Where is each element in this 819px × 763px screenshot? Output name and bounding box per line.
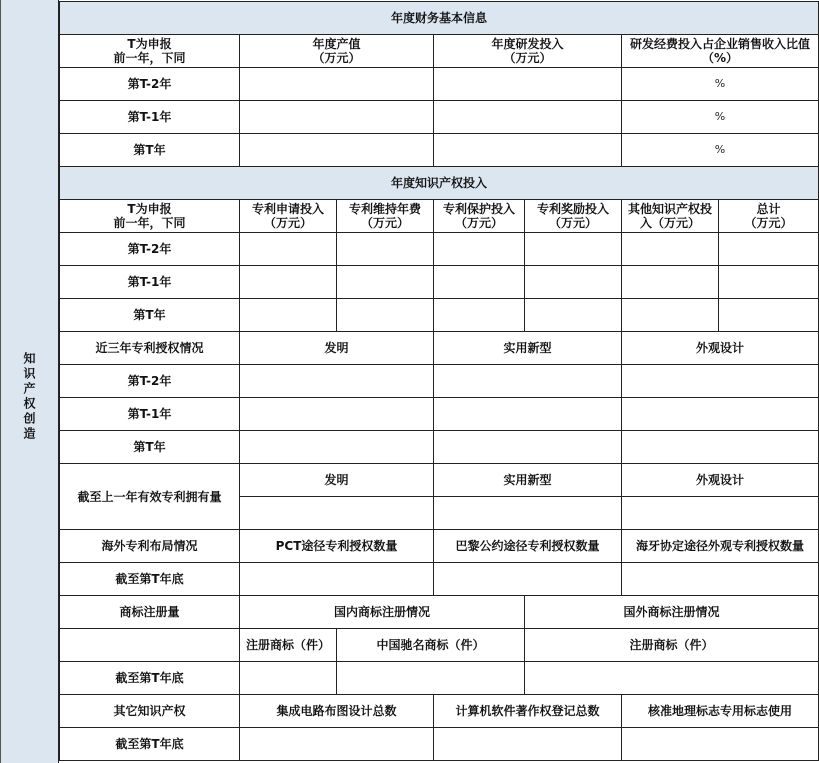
trademark-label: 商标注册量: [60, 596, 240, 629]
valid-patent-cell[interactable]: [622, 497, 819, 530]
finance-rd-cell[interactable]: [434, 134, 622, 167]
other-ip-header-geo: 核准地理标志专用标志使用: [622, 695, 819, 728]
valid-patent-cell[interactable]: [434, 497, 622, 530]
patent-grant-cell[interactable]: [434, 431, 622, 464]
patent-grant-cell[interactable]: [622, 398, 819, 431]
ip-invest-cell[interactable]: [719, 266, 819, 299]
ip-invest-header-period: T为申报 前一年，下同: [113, 202, 186, 230]
patent-grant-row: [60, 365, 819, 398]
finance-header-output: 年度产值 （万元）: [312, 37, 361, 65]
ip-invest-header-maintain: 专利维持年费 （万元）: [348, 202, 421, 230]
patent-grant-header-design: 外观设计: [622, 332, 819, 365]
ip-invest-title: 年度知识产权投入: [60, 167, 819, 200]
trademark-cell[interactable]: [525, 662, 819, 695]
trademark-row: [60, 662, 819, 695]
trademark-cell[interactable]: [240, 662, 337, 695]
valid-patent-header-row: [60, 464, 819, 497]
finance-header-period: T为申报 前一年，下同: [113, 37, 186, 65]
finance-output-cell[interactable]: [240, 134, 434, 167]
trademark-blank-cell: [60, 629, 240, 662]
other-ip-cell[interactable]: [622, 728, 819, 761]
ip-invest-cell[interactable]: [337, 266, 434, 299]
patent-grant-header-row: [60, 332, 819, 365]
side-section-label: [0, 0, 59, 763]
finance-header-row: [60, 35, 819, 68]
other-ip-row: [60, 728, 819, 761]
valid-patent-header-invention: 发明: [240, 464, 434, 497]
finance-header-ratio: 研发经费投入占企业销售收入比值（%）: [630, 37, 811, 65]
ip-invest-cell[interactable]: [622, 266, 719, 299]
finance-rd-cell[interactable]: [434, 101, 622, 134]
other-ip-header-software: 计算机软件著作权登记总数: [434, 695, 622, 728]
other-ip-label: 其它知识产权: [60, 695, 240, 728]
ip-invest-cell[interactable]: [434, 299, 525, 332]
ip-invest-header-other: 其他知识产权投 入（万元）: [627, 202, 712, 230]
ip-invest-header-reward: 专利奖励投入 （万元）: [536, 202, 609, 230]
valid-patent-header-design: 外观设计: [622, 464, 819, 497]
ip-invest-cell[interactable]: [719, 233, 819, 266]
trademark-cell[interactable]: [337, 662, 525, 695]
overseas-cell[interactable]: [434, 563, 622, 596]
ip-invest-row: [60, 299, 819, 332]
trademark-foreign-registered-header: 注册商标（件）: [525, 629, 819, 662]
ip-invest-row-label: 第T-1年: [60, 266, 240, 299]
overseas-row-label: 截至第T年底: [60, 563, 240, 596]
finance-title: 年度财务基本信息: [60, 2, 819, 35]
ip-invest-cell[interactable]: [434, 266, 525, 299]
ip-invest-cell[interactable]: [240, 233, 337, 266]
overseas-header-hague: 海牙协定途径外观专利授权数量: [622, 530, 819, 563]
patent-grant-header-utility: 实用新型: [434, 332, 622, 365]
ip-invest-cell[interactable]: [525, 233, 622, 266]
patent-grant-row-label: 第T年: [60, 431, 240, 464]
ip-form-table: [59, 1, 819, 761]
ip-invest-row: [60, 233, 819, 266]
ip-invest-header-apply: 专利申请投入 （万元）: [251, 202, 324, 230]
patent-grant-label: 近三年专利授权情况: [60, 332, 240, 365]
ip-invest-cell[interactable]: [719, 299, 819, 332]
trademark-header-row: [60, 596, 819, 629]
finance-ratio-cell[interactable]: %: [622, 134, 819, 167]
finance-row-label: 第T年: [60, 134, 240, 167]
valid-patent-label: 截至上一年有效专利拥有量: [60, 464, 240, 530]
finance-output-cell[interactable]: [240, 68, 434, 101]
patent-grant-cell[interactable]: [240, 365, 434, 398]
overseas-header-paris: 巴黎公约途径专利授权数量: [434, 530, 622, 563]
patent-grant-cell[interactable]: [622, 431, 819, 464]
patent-grant-cell[interactable]: [434, 398, 622, 431]
finance-title-row: [60, 2, 819, 35]
ip-invest-header-protect: 专利保护投入 （万元）: [442, 202, 515, 230]
finance-header-rd: 年度研发投入 （万元）: [491, 37, 564, 65]
ip-invest-row: [60, 266, 819, 299]
patent-grant-cell[interactable]: [622, 365, 819, 398]
trademark-row-label: 截至第T年底: [60, 662, 240, 695]
ip-invest-cell[interactable]: [434, 233, 525, 266]
ip-invest-header-total: 总计 （万元）: [744, 202, 793, 230]
trademark-domestic-registered-header: 注册商标（件）: [240, 629, 337, 662]
patent-grant-row: [60, 398, 819, 431]
ip-invest-header-row: [60, 200, 819, 233]
ip-invest-row-label: 第T年: [60, 299, 240, 332]
ip-invest-cell[interactable]: [525, 266, 622, 299]
finance-ratio-cell[interactable]: %: [622, 68, 819, 101]
valid-patent-cell[interactable]: [240, 497, 434, 530]
finance-output-cell[interactable]: [240, 101, 434, 134]
ip-invest-cell[interactable]: [525, 299, 622, 332]
finance-rd-cell[interactable]: [434, 68, 622, 101]
trademark-domestic-wellknown-header: 中国驰名商标（件）: [337, 629, 525, 662]
ip-invest-cell[interactable]: [622, 299, 719, 332]
finance-row-label: 第T-2年: [60, 68, 240, 101]
other-ip-cell[interactable]: [434, 728, 622, 761]
valid-patent-header-utility: 实用新型: [434, 464, 622, 497]
overseas-label: 海外专利布局情况: [60, 530, 240, 563]
patent-grant-cell[interactable]: [240, 398, 434, 431]
overseas-cell[interactable]: [622, 563, 819, 596]
finance-row: [60, 101, 819, 134]
other-ip-header-ic: 集成电路布图设计总数: [240, 695, 434, 728]
other-ip-row-label: 截至第T年底: [60, 728, 240, 761]
ip-invest-cell[interactable]: [240, 299, 337, 332]
patent-grant-cell[interactable]: [240, 431, 434, 464]
side-label-text: 知识产权创造: [22, 352, 36, 442]
patent-grant-row-label: 第T-2年: [60, 365, 240, 398]
patent-grant-row-label: 第T-1年: [60, 398, 240, 431]
trademark-foreign-header: 国外商标注册情况: [525, 596, 819, 629]
other-ip-header-row: [60, 695, 819, 728]
trademark-domestic-header: 国内商标注册情况: [240, 596, 525, 629]
finance-row: [60, 134, 819, 167]
overseas-header-pct: PCT途径专利授权数量: [240, 530, 434, 563]
finance-ratio-cell[interactable]: %: [622, 101, 819, 134]
ip-invest-cell[interactable]: [622, 233, 719, 266]
overseas-header-row: [60, 530, 819, 563]
overseas-row: [60, 563, 819, 596]
overseas-cell[interactable]: [240, 563, 434, 596]
other-ip-cell[interactable]: [240, 728, 434, 761]
ip-invest-row-label: 第T-2年: [60, 233, 240, 266]
finance-row: [60, 68, 819, 101]
patent-grant-header-invention: 发明: [240, 332, 434, 365]
ip-invest-cell[interactable]: [337, 299, 434, 332]
trademark-subheader-row: [60, 629, 819, 662]
finance-row-label: 第T-1年: [60, 101, 240, 134]
patent-grant-cell[interactable]: [434, 365, 622, 398]
patent-grant-row: [60, 431, 819, 464]
ip-invest-title-row: [60, 167, 819, 200]
ip-invest-cell[interactable]: [240, 266, 337, 299]
ip-invest-cell[interactable]: [337, 233, 434, 266]
